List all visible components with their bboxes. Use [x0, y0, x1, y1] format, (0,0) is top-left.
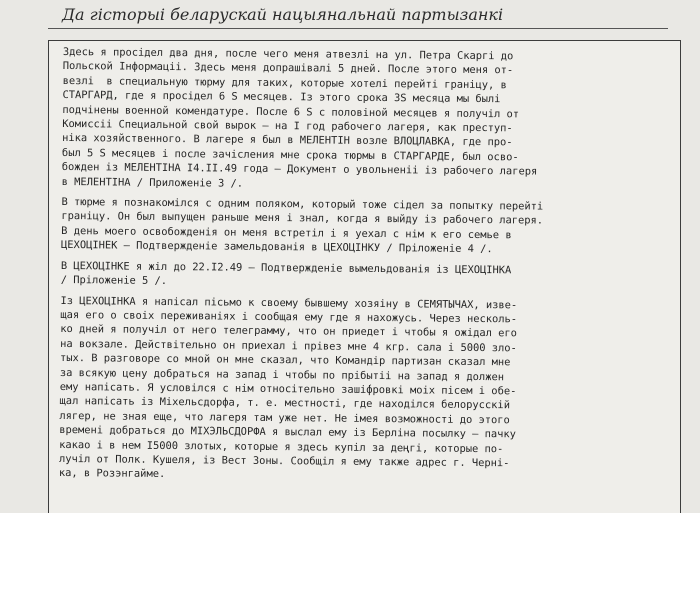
- text-line: В ЦЕХОЦІНКЕ я жіл до 22.I2.49 – Подтвержденіе вымельдованія із ЦЕХОЦІНКА: [60, 259, 512, 277]
- text-line: на вокзале. Действітельно он приехал і прівез мне 4 кгр. сала і 5000 зло-: [60, 337, 517, 355]
- text-line: щал напісать із Міхельсдорфа, т. е. местності, где находілся белорусскій: [59, 395, 511, 412]
- text-line: / Пріложеніе 5 /.: [60, 274, 168, 288]
- text-line: был 5 S месяцев і после зачісления мне срока тюрмы в СТАРГАРДЕ, был осво-: [61, 146, 519, 164]
- text-line: Здесь я просідел два дня, после чего меня атвезлі на ул. Петра Скаргі до: [62, 45, 514, 63]
- text-line: подчінены военной комендатуре. После 6 S с половіной месяцев я получіл от: [62, 103, 520, 121]
- text-line: везлі в специальную тюрму для таких, которые хотелі перейті граніцу, в: [62, 74, 507, 92]
- text-line: Із ЦЕХОЦІНКА я напісал пісьмо к своему бывшему хозяіну в СЕМЯТЫЧАХ, изве-: [60, 294, 518, 311]
- text-line: времені добраться до МІХЭЛЬСДОРФА я выслал ему із Берліна посылку – пачку: [59, 424, 517, 441]
- text-line: щая его о своіх переживаніях і сообщая ему где я нахожусь. Через несколь-: [60, 308, 518, 326]
- paragraph: [59, 293, 676, 486]
- text-line: лягер, не зная еще, что лагеря там уже нет. Не імея возможності до этого: [59, 409, 510, 427]
- text-line: ко дней я получіл от него телеграмму, что он приедет і чтобы я ожідал его: [60, 323, 517, 340]
- text-line: божден із МЕЛЕНТІНА I4.II.49 года – Документ о увольненіі із рабочего лагеря: [61, 161, 538, 178]
- text-line: граніцу. Он был выпущен раньше меня і знал, когда я выйду із рабочего лагеря.: [61, 210, 544, 228]
- text-line: ему напісать. Я условілся с нім относітельно заші́фровкі моіх пісем і обе-: [59, 380, 517, 398]
- text-line: Польской Інформаціі. Здесь меня допрашівалі 5 дней. После этого меня от-: [62, 60, 514, 77]
- text-line: В тюрме я познакомілся с одним поляком, который тоже сідел за попытку перейті: [61, 196, 544, 213]
- text-line: тых. В разговоре со мной он мне сказал, что Командір партизан сказал мне: [59, 352, 511, 369]
- paragraph: [61, 195, 677, 259]
- text-line: какао і в нем I5000 злотых, которые я здесь купіл за деңгі, которые по-: [59, 438, 504, 455]
- text-line: в МЕЛЕНТІНА / Приложеніе 3 /.: [61, 175, 244, 190]
- document-text: [59, 45, 678, 493]
- text-line: СТАРГАРД, где я просідел 6 S месяцев. Із этого срока 3S месяца мы былі: [62, 89, 501, 106]
- paragraph: [61, 259, 676, 294]
- paragraph: [62, 45, 678, 195]
- text-line: за всякую цену добраться на запад і чтобы по прібытіі на запад я должен: [59, 366, 505, 383]
- document-frame: [48, 40, 681, 513]
- text-line: В день моего освобожденія он меня встретіл і я уехал с нім к его семье в: [61, 224, 512, 242]
- text-line: Комиссіі Специальной свой вырок – на I год рабочего лагеря, как преступ-: [62, 118, 513, 135]
- text-line: ка, в Розэнгайме.: [58, 467, 166, 481]
- text-line: ЦЕХОЦІНЕК – Подтвержденіе замельдованія в ЦЕХОЦІНКУ / Пріложеніе 4 /.: [61, 239, 493, 256]
- page-header: [48, 4, 668, 29]
- text-line: лучіл от Полк. Кушеля, із Вест Зоны. Сообщіл я ему также адрес г. Черні-: [58, 452, 510, 470]
- page-header-title: Да гісторыі беларускай нацыянальнай партызанкі: [62, 5, 504, 24]
- text-line: ніка хозяйственного. В лагере я был в МЕЛЕНТІН возле ВЛОЦЛАВКА, где про-: [62, 132, 513, 149]
